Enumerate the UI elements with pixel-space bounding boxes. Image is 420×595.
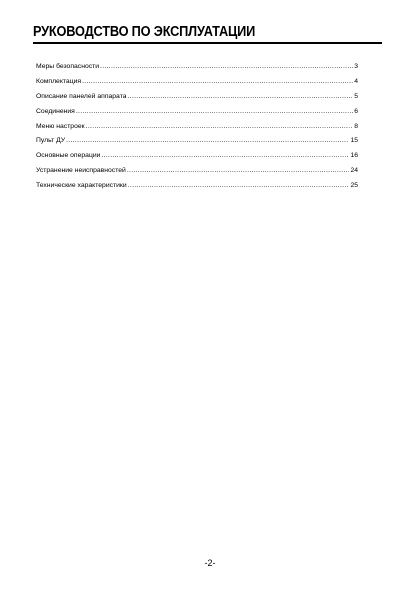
toc-entry-page: 3 bbox=[354, 63, 358, 70]
page-number: -2- bbox=[204, 558, 216, 568]
toc-dot-leader bbox=[76, 105, 353, 120]
toc-entry-page: 15 bbox=[350, 137, 358, 145]
page-title: РУКОВОДСТВО ПО ЭКСПЛУАТАЦИИ bbox=[33, 24, 256, 40]
toc-entry-settings-menu[interactable] bbox=[36, 120, 358, 135]
table-of-contents bbox=[36, 60, 358, 194]
toc-dot-leader bbox=[82, 75, 353, 90]
toc-dot-leader bbox=[128, 179, 350, 194]
toc-entry-label: Пульт ДУ bbox=[36, 137, 66, 145]
toc-dot-leader bbox=[101, 149, 349, 164]
toc-entry-page: 25 bbox=[350, 182, 358, 190]
title-divider bbox=[33, 42, 382, 44]
toc-entry-page: 6 bbox=[354, 107, 358, 115]
toc-entry-label: Описание панелей аппарата bbox=[36, 92, 127, 100]
toc-entry-remote-control[interactable] bbox=[36, 134, 358, 149]
toc-entry-panel-description[interactable] bbox=[36, 90, 358, 105]
toc-entry-label: Соединения bbox=[36, 107, 75, 115]
toc-entry-page: 16 bbox=[350, 152, 358, 160]
toc-entry-label: Комплектация bbox=[36, 77, 82, 85]
toc-entry-connections[interactable] bbox=[36, 105, 358, 120]
toc-entry-page: 4 bbox=[354, 77, 358, 85]
toc-dot-leader bbox=[66, 134, 349, 149]
toc-entry-page: 8 bbox=[354, 122, 358, 130]
toc-dot-leader bbox=[86, 120, 354, 135]
toc-dot-leader bbox=[127, 164, 350, 179]
toc-entry-package-contents[interactable] bbox=[36, 75, 358, 90]
toc-entry-label: Технические характеристики bbox=[36, 182, 127, 190]
toc-entry-page: 5 bbox=[354, 92, 358, 100]
toc-entry-label: Меры безопасности bbox=[36, 63, 100, 70]
toc-entry-page: 24 bbox=[350, 167, 358, 175]
toc-entry-label: Основные операции bbox=[36, 152, 101, 160]
toc-dot-leader bbox=[100, 60, 353, 75]
toc-dot-leader bbox=[128, 90, 354, 105]
toc-entry-label: Устранение неисправностей bbox=[36, 167, 126, 175]
toc-entry-basic-operations[interactable] bbox=[36, 149, 358, 164]
toc-entry-safety[interactable] bbox=[36, 60, 358, 75]
toc-entry-troubleshooting[interactable] bbox=[36, 164, 358, 179]
toc-entry-label: Меню настроек bbox=[36, 122, 85, 130]
toc-entry-specifications[interactable] bbox=[36, 179, 358, 194]
